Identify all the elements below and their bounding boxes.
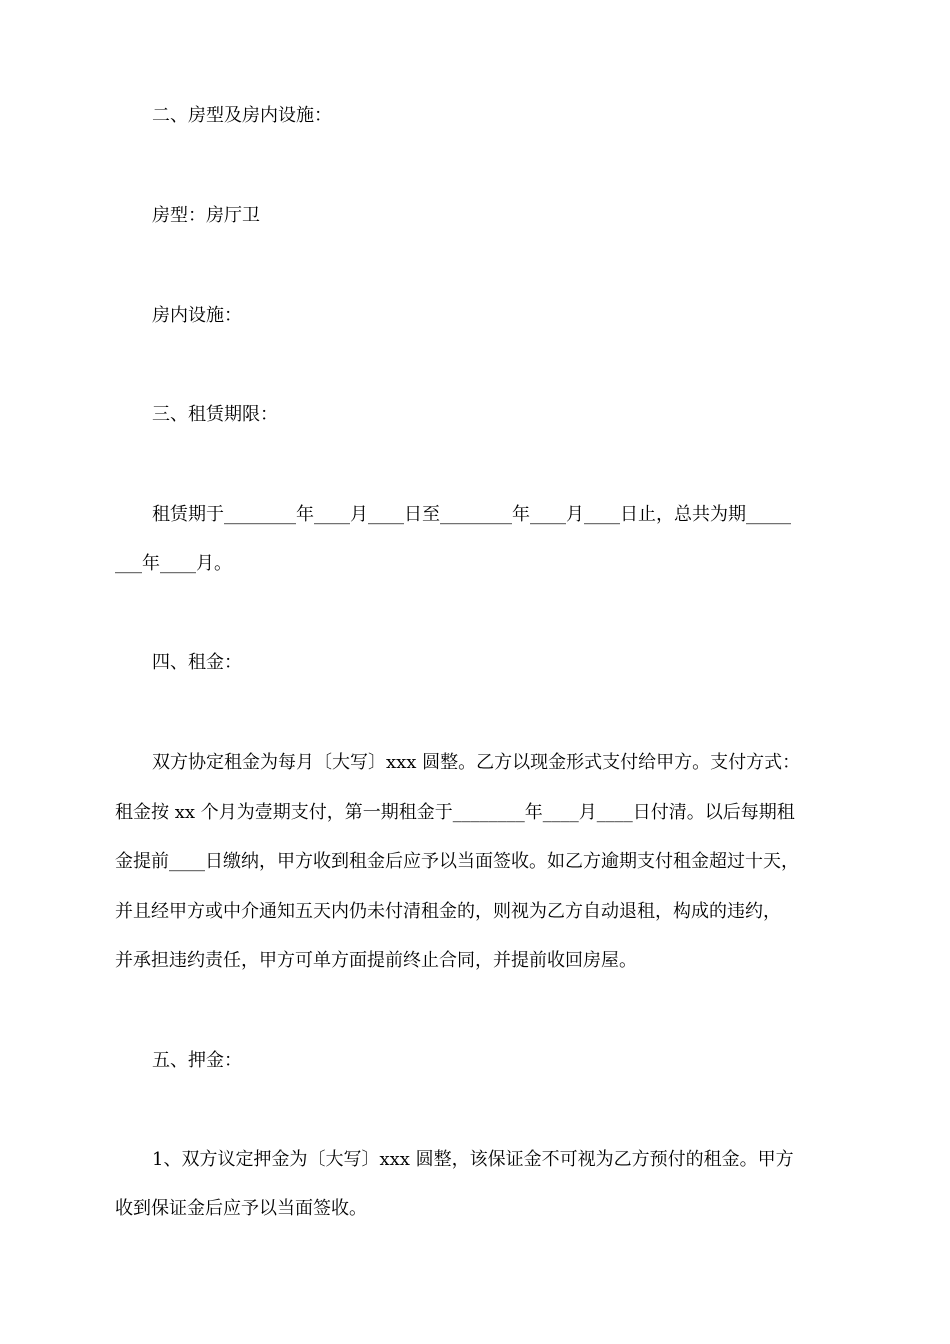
deposit-paragraph-line-2: 收到保证金后应予以当面签收。 [115, 1198, 367, 1219]
section-3-heading: 三、租赁期限： [152, 404, 278, 425]
facilities-line: 房内设施： [152, 305, 242, 326]
rent-paragraph-line-3: 金提前____日缴纳，甲方收到租金后应予以当面签收。如乙方逾期支付租金超过十天， [115, 851, 799, 872]
rent-paragraph-line-1: 双方协定租金为每月〔大写〕xxx 圆整。乙方以现金形式支付给甲方。支付方式： [152, 752, 801, 773]
lease-term-line-1: 租赁期于________年____月____日至________年____月____日止，总共为期_____ [152, 504, 791, 525]
lease-term-line-2: ___年____月。 [115, 553, 232, 574]
section-4-heading: 四、租金： [152, 652, 242, 673]
section-5-heading: 五、押金： [152, 1050, 242, 1071]
room-type-line: 房型：房厅卫 [152, 205, 260, 226]
rent-paragraph-line-4: 并且经甲方或中介通知五天内仍未付清租金的，则视为乙方自动退租，构成的违约， [115, 901, 781, 922]
deposit-paragraph-line-1: 1、双方议定押金为〔大写〕xxx 圆整，该保证金不可视为乙方预付的租金。甲方 [152, 1149, 794, 1170]
section-2-heading: 二、房型及房内设施： [152, 105, 332, 126]
rent-paragraph-line-2: 租金按 xx 个月为壹期支付，第一期租金于________年____月____日付清。以后每期租 [115, 802, 795, 823]
rent-paragraph-line-5: 并承担违约责任，甲方可单方面提前终止合同，并提前收回房屋。 [115, 950, 637, 971]
